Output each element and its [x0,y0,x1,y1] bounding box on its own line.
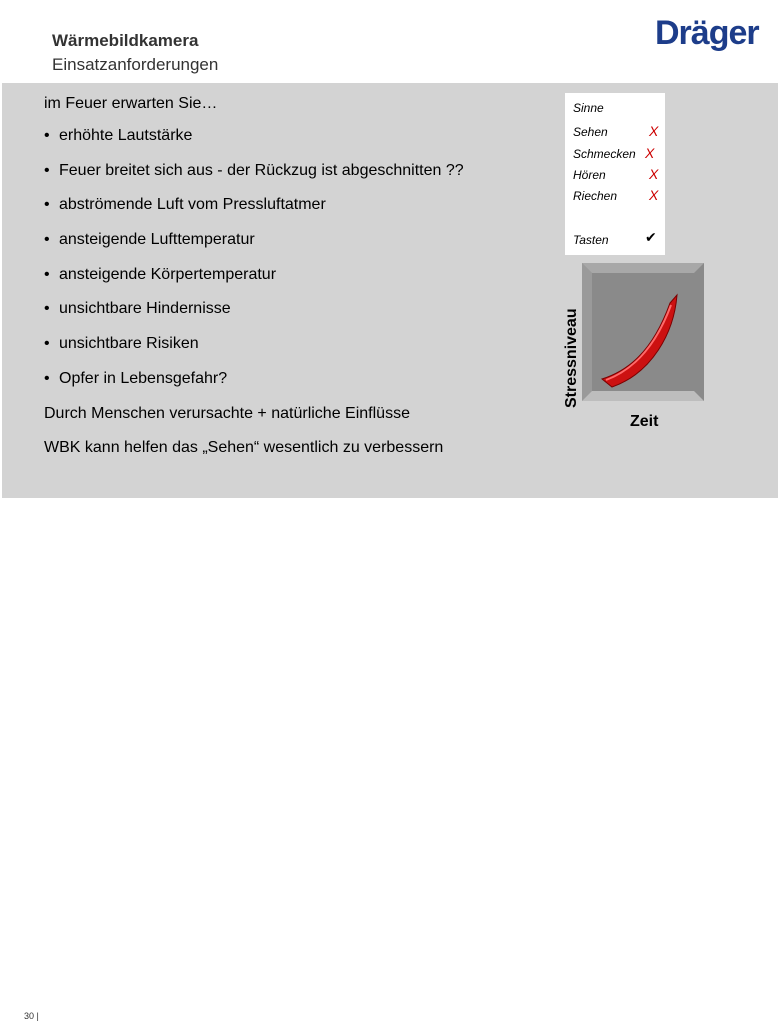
bullet-item: • abströmende Luft vom Pressluftatmer [44,196,326,214]
page-subtitle: Einsatzanforderungen [52,55,219,74]
sense-label: Tasten [573,233,609,247]
chart-back-wall [582,263,704,401]
bullet-list [44,126,464,404]
senses-table [565,93,665,255]
bullet-item: • Opfer in Lebensgefahr? [44,369,228,387]
bullet-item: • unsichtbare Risiken [44,335,199,353]
bullet-item: • ansteigende Körpertemperatur [44,265,277,283]
page-title: Wärmebildkamera [52,31,199,50]
time-axis-label: Zeit [630,413,659,430]
note-wbk: WBK kann helfen das „Sehen“ wesentlich zu verbessern [44,439,444,456]
intro-text: im Feuer erwarten Sie… [44,95,218,112]
cross-mark-icon: X [649,123,659,139]
draeger-logo: Dräger [655,14,759,52]
page-number: 30 | [24,1011,39,1021]
cross-mark-icon: X [649,187,659,203]
bullet-item: • Feuer breitet sich aus - der Rückzug ist abgeschnitten ?? [44,161,464,179]
bullet-item: • ansteigende Lufttemperatur [44,231,255,249]
sense-label: Sehen [573,125,608,139]
cross-mark-icon: X [645,145,655,161]
cross-mark-icon: X [649,166,659,182]
footer [0,498,780,1021]
bullet-item: • erhöhte Lautstärke [44,127,193,144]
sense-label: Hören [573,168,606,182]
chart-left-wall [582,263,592,401]
stress-chart [582,263,762,413]
chart-floor [582,391,704,401]
sense-label: Schmecken [573,147,636,161]
chart-top-edge [582,263,704,273]
sense-label: Riechen [573,189,618,203]
header [0,0,780,83]
bullet-item: • unsichtbare Hindernisse [44,300,231,318]
stress-axis-label: Stressniveau [563,308,580,408]
note-influences: Durch Menschen verursachte + natürliche Einflüsse [44,405,410,422]
senses-header: Sinne [573,101,604,115]
check-mark-icon: ✔ [645,229,657,245]
